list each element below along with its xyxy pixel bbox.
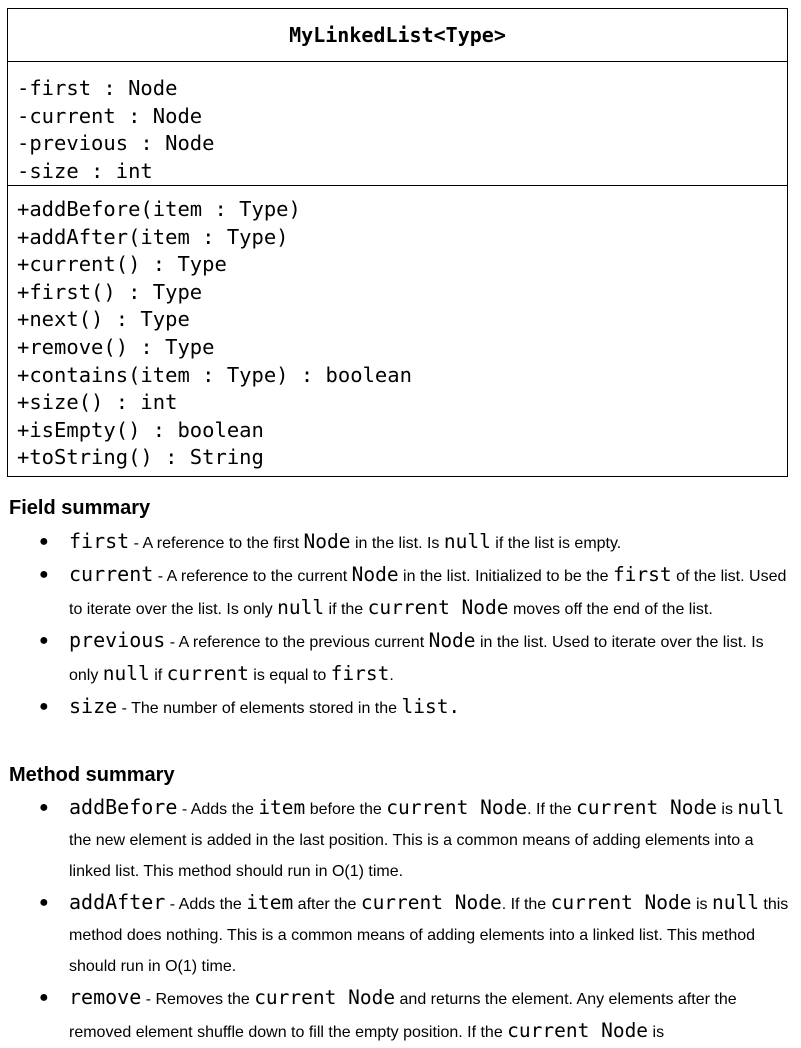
list-item: ● addBefore - Adds the item before the current Node. If the current Node is null the new element is added in the last position. This is a common means of adding elements into a linked list. This method should run in O(1) time.: [0, 792, 801, 887]
list-item: ● current - A reference to the current Node in the list. Initialized to be the first of the list. Used to iterate over the list. Is only null if the current Node moves off the end of the list.: [0, 559, 801, 625]
bullet-icon: ●: [39, 632, 49, 649]
list-item: ● previous - A reference to the previous current Node in the list. Used to iterate over the list. Is only null if current is equal to first.: [0, 625, 801, 691]
list-item: ● first - A reference to the first Node in the list. Is null if the list is empty.: [0, 526, 801, 559]
uml-field: -size : int: [17, 158, 153, 183]
uml-method: +contains(item : Type) : boolean: [17, 362, 412, 387]
uml-method: +size() : int: [17, 390, 178, 415]
method-summary-heading: Method summary: [9, 764, 175, 786]
uml-class-title: MyLinkedList<Type>: [8, 9, 787, 62]
uml-method: +addBefore(item : Type): [17, 197, 301, 221]
uml-method: +isEmpty() : boolean: [17, 417, 264, 442]
list-item: ● addAfter - Adds the item after the current Node. If the current Node is null this method does nothing. This is a common means of adding elements into a linked list. This method should run in O(1) time.: [0, 887, 801, 982]
uml-method: +next() : Type: [17, 307, 190, 332]
bullet-icon: ●: [39, 698, 49, 715]
bullet-icon: ●: [39, 799, 49, 816]
list-item: ● remove - Removes the current Node and returns the element. Any elements after the removed element shuffle down to fill the empty position. If the current Node is: [0, 982, 801, 1048]
field-summary-heading: Field summary: [9, 497, 151, 519]
method-summary-list: [0, 792, 801, 1048]
bullet-icon: ●: [39, 989, 49, 1006]
bullet-icon: ●: [39, 566, 49, 583]
uml-fields: [8, 62, 787, 186]
uml-method: +first() : Type: [17, 279, 203, 304]
uml-method: +toString() : String: [17, 445, 264, 470]
uml-field: -first : Node: [17, 76, 178, 100]
uml-field: -current : Node: [17, 103, 203, 128]
bullet-icon: ●: [39, 894, 49, 911]
uml-methods: [8, 186, 787, 472]
uml-method: +addAfter(item : Type): [17, 224, 289, 249]
uml-class-diagram: [7, 8, 788, 477]
list-item: ● size - The number of elements stored in the list.: [0, 691, 801, 724]
bullet-icon: ●: [39, 533, 49, 550]
uml-field: -previous : Node: [17, 131, 215, 155]
uml-method: +remove() : Type: [17, 334, 215, 359]
uml-method: +current() : Type: [17, 252, 227, 277]
field-summary-list: [0, 526, 801, 724]
